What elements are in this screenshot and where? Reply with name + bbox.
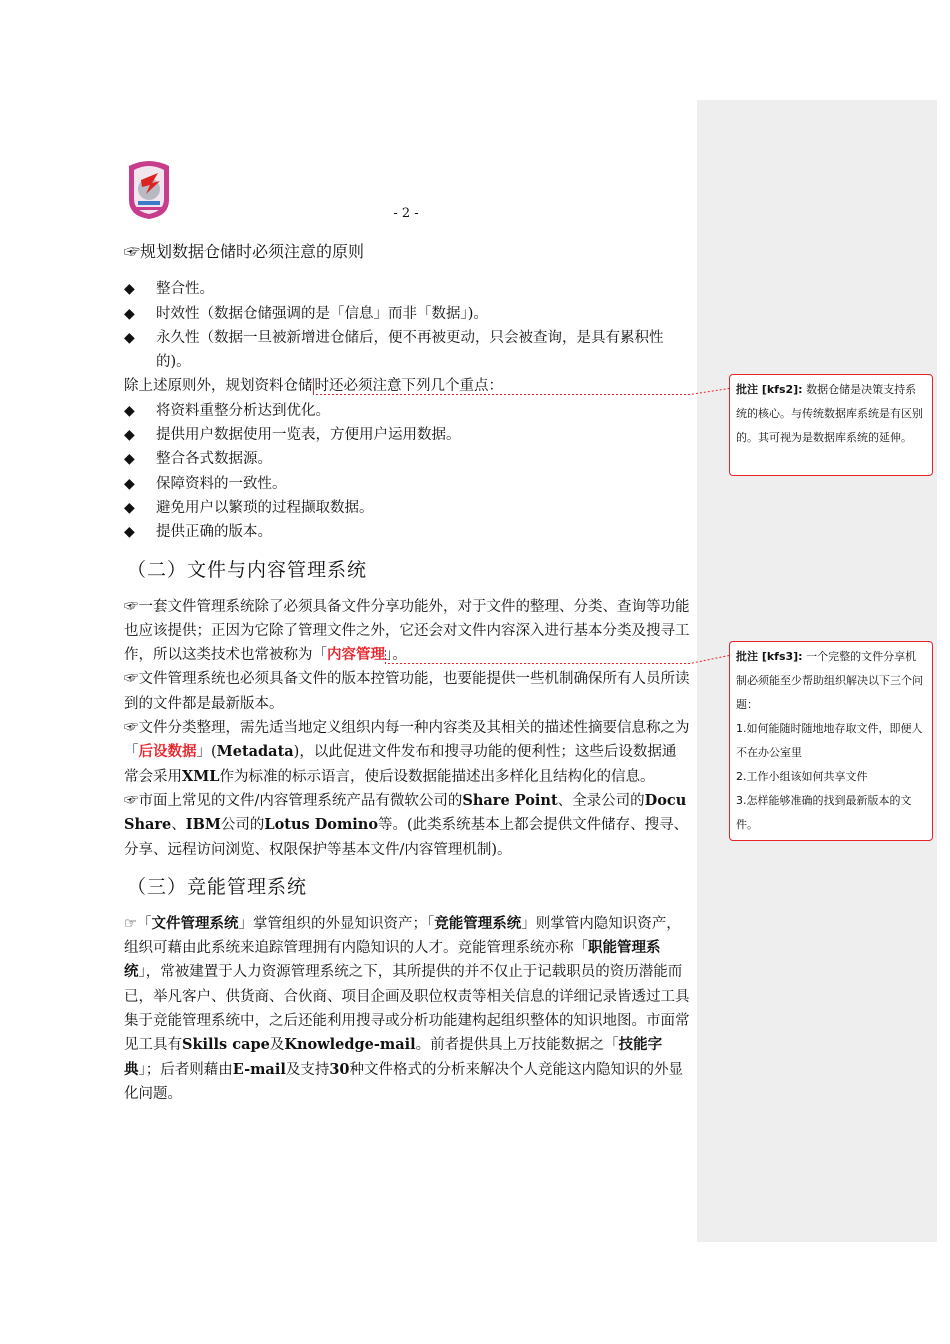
list-item: ◆ 整合性。 — [124, 277, 690, 301]
comment-kfs2[interactable] — [729, 374, 933, 476]
list-item: ◆ 保障资料的一致性。 — [124, 472, 690, 496]
comment-anchor-kfs2[interactable]: 时还必须注意下列几个重点： — [314, 378, 503, 395]
pointer-icon: ☞ — [124, 242, 141, 261]
section-3-title: （三）竞能管理系统 — [127, 875, 308, 898]
section-2-paragraph-2: ☞文件管理系统也必须具备文件的版本控管功能，也要能提供一些机制确保所有人员所读到的文件都是最新版本。 — [124, 671, 690, 712]
list-item: ◆ 整合各式数据源。 — [124, 447, 690, 471]
pointer-icon: ☞ — [124, 720, 139, 737]
list-item: ◆ 避免用户以繁琐的过程撷取数据。 — [124, 496, 690, 520]
term-content-management: 内容管理 — [327, 646, 385, 664]
section-2-paragraph-3: ☞文件分类整理，需先适当地定义组织内每一种内容类及其相关的描述性摘要信息称之为「后设数据」(Metadata)，以此促进文件发布和搜寻功能的便利性；这些后设数据通常会采用XML作为标准的标示语言，使后设数据能描述出多样化且结构化的信息。 — [124, 720, 690, 785]
principles-heading: ☞规划数据仓储时必须注意的原则 — [124, 242, 365, 261]
section-2-paragraph-1: ☞一套文件管理系统除了必须具备文件分享功能外，对于文件的整理、分类、查询等功能也应该提供；正因为它除了管理文件之外，它还会对文件内容深入进行基本分类及搜寻工作，所以这类技术也常被称为「内容管理」。 — [124, 598, 690, 664]
comment-line: 1.如何能随时随地地存取文件，即便人不在办公室里 — [736, 722, 923, 759]
pointer-icon: ☞ — [124, 792, 139, 809]
comment-kfs3[interactable] — [729, 641, 933, 841]
pointer-icon: ☞ — [124, 671, 139, 688]
list-item: ◆ 提供用户数据使用一览表，方便用户运用数据。 — [124, 423, 690, 447]
list-item: ◆ 将资料重整分析达到优化。 — [124, 399, 690, 423]
section-2-title: （二）文件与内容管理系统 — [127, 558, 368, 581]
page-number: - 2 - — [393, 206, 419, 221]
list-item: ◆ 提供正确的版本。 — [124, 520, 690, 544]
extra-intro: 除上述原则外，规划资料仓储 时还必须注意下列几个重点： — [124, 378, 503, 395]
comment-label: 批注 [kfs3]: — [736, 650, 803, 663]
section-2-paragraph-4: ☞市面上常见的文件/内容管理系统产品有微软公司的Share Point、全录公司的Docu Share、IBM公司的Lotus Domino等。(此类系统基本上都会提供文件储存、搜寻、分享、远程访问浏览、权限保护等基本文件/内容管理机制)。 — [124, 791, 689, 858]
comment-text: 一个完整的文件分享机制必须能至少帮助组织解决以下三个问题： — [736, 650, 923, 711]
comment-line: 2.工作小组该如何共享文件 — [736, 770, 868, 783]
comment-anchor-kfs3[interactable]: 」。 — [385, 647, 407, 664]
list-item: ◆ 永久性（数据一旦被新增进仓储后，便不再被更动，只会被查询，是具有累积性的)。 — [124, 326, 690, 375]
document-body — [124, 240, 690, 1106]
comment-text: 数据仓储是决策支持系统的核心。与传统数据库系统是有区别的。其可视为是数据库系统的延伸。 — [736, 383, 923, 444]
pointer-icon: ☞ — [124, 915, 137, 932]
section-3-paragraph: ☞「文件管理系统」掌管组织的外显知识资产；「竞能管理系统」则掌管内隐知识资产，组织可藉由此系统来追踪管理拥有内隐知识的人才。竞能管理系统亦称「职能管理系统」，常被建置于人力资源管理系统之下，其所提供的并不仅止于记载职员的资历潜能而已，举凡客户、供货商、合伙商、项目企画及职位权责等相关信息的详细记录皆透过工具集于竞能管理系统中，之后还能利用搜寻或分析功能建构起组织整体的知识地图。市面常见工具有Skills cape及Knowledge-mail。前者提供具上万技能数据之「技能字典」；后者则藉由E-mail及支持30种文件格式的分析来解决个人竞能这内隐知识的外显化问题。 — [124, 914, 690, 1102]
pointer-icon: ☞ — [124, 598, 139, 615]
list-item: ◆ 时效性（数据仓储强调的是「信息」而非「数据」)。 — [124, 302, 690, 326]
comment-label: 批注 [kfs2]: — [736, 383, 803, 396]
university-logo — [125, 158, 173, 220]
principles-list — [124, 277, 690, 374]
key-points-list — [124, 399, 690, 545]
term-metadata: 后设数据 — [138, 743, 197, 761]
comment-line: 3.怎样能够准确的找到最新版本的文件。 — [736, 794, 912, 831]
